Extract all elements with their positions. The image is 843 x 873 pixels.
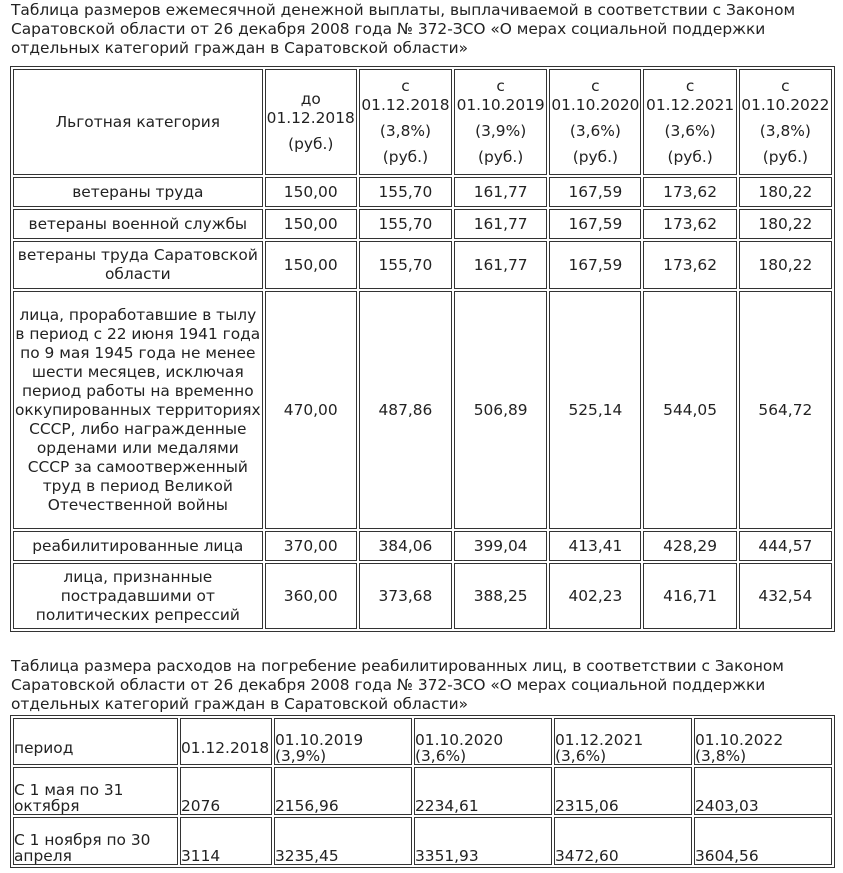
row-value: 180,22 — [739, 241, 832, 289]
row-value: 173,62 — [643, 241, 736, 289]
row-value: 2234,61 — [414, 767, 552, 815]
row-value: 360,00 — [265, 563, 357, 629]
header-col-0: до 01.12.2018 (руб.) — [265, 69, 357, 175]
row-value: 161,77 — [454, 209, 547, 239]
row-category: ветераны военной службы — [13, 209, 263, 239]
row-value: 3472,60 — [554, 817, 692, 865]
row-period: С 1 ноября по 30 апреля — [13, 817, 178, 865]
row-value: 2315,06 — [554, 767, 692, 815]
row-value: 3235,45 — [274, 817, 412, 865]
table-row — [13, 767, 832, 815]
row-value: 150,00 — [265, 241, 357, 289]
header-date: 01.10.2020 (3,6%) — [414, 718, 552, 765]
table1-caption: Таблица размеров ежемесячной денежной выплаты, выплачиваемой в соответствии с Законом Саратовской области от 26 декабря 2008 года № 372-ЗСО «О мерах социальной поддержки отдельных категорий граждан в Саратовской области» — [11, 1, 796, 57]
row-value: 384,06 — [359, 531, 452, 561]
row-value: 180,22 — [739, 177, 832, 207]
row-value: 413,41 — [549, 531, 641, 561]
row-value: 370,00 — [265, 531, 357, 561]
row-value: 432,54 — [739, 563, 832, 629]
row-value: 3114 — [180, 817, 272, 865]
row-category: реабилитированные лица — [13, 531, 263, 561]
row-value: 167,59 — [549, 241, 641, 289]
row-value: 428,29 — [643, 531, 736, 561]
header-col-3: с 01.10.2020 (3,6%) (руб.) — [549, 69, 641, 175]
burial-expenses-table — [10, 715, 835, 868]
table1-header-row — [13, 69, 832, 175]
table-row — [13, 241, 832, 289]
monthly-payment-table — [10, 66, 835, 632]
row-value: 3604,56 — [694, 817, 832, 865]
row-category: лица, проработавшие в тылу в период с 22 июня 1941 года по 9 мая 1945 года не менее шести месяцев, исключая период работы на временно оккупированных территориях СССР, либо награжденные орденами или медалями СССР за самоотверженный труд в период Великой Отечественной войны — [13, 291, 263, 529]
table-row — [13, 209, 832, 239]
row-value: 155,70 — [359, 209, 452, 239]
table-row — [13, 531, 832, 561]
row-value: 470,00 — [265, 291, 357, 529]
row-value: 173,62 — [643, 209, 736, 239]
header-category: Льготная категория — [13, 69, 263, 175]
row-value: 444,57 — [739, 531, 832, 561]
table2-header-row — [13, 718, 832, 765]
header-date: 01.10.2022 (3,8%) — [694, 718, 832, 765]
row-value: 155,70 — [359, 177, 452, 207]
row-value: 399,04 — [454, 531, 547, 561]
row-category: ветераны труда Саратовской области — [13, 241, 263, 289]
row-value: 525,14 — [549, 291, 641, 529]
row-period: С 1 мая по 31 октября — [13, 767, 178, 815]
table-row — [13, 177, 832, 207]
row-category: лица, признанные пострадавшими от политических репрессий — [13, 563, 263, 629]
row-value: 167,59 — [549, 177, 641, 207]
row-value: 388,25 — [454, 563, 547, 629]
table2-caption: Таблица размера расходов на погребение реабилитированных лиц, в соответствии с Законом Саратовской области от 26 декабря 2008 года № 372-ЗСО «О мерах социальной поддержки отдельных категорий граждан в Саратовской области» — [11, 657, 784, 713]
row-value: 416,71 — [643, 563, 736, 629]
row-value: 180,22 — [739, 209, 832, 239]
row-value: 564,72 — [739, 291, 832, 529]
row-value: 3351,93 — [414, 817, 552, 865]
header-date: 01.12.2021 (3,6%) — [554, 718, 692, 765]
row-value: 402,23 — [549, 563, 641, 629]
table-row — [13, 563, 832, 629]
header-period: период — [13, 718, 178, 765]
row-value: 150,00 — [265, 209, 357, 239]
header-col-4: с 01.12.2021 (3,6%) (руб.) — [643, 69, 736, 175]
row-value: 155,70 — [359, 241, 452, 289]
header-col-1: с 01.12.2018 (3,8%) (руб.) — [359, 69, 452, 175]
header-date: 01.10.2019 (3,9%) — [274, 718, 412, 765]
table-row — [13, 291, 832, 529]
header-date: 01.12.2018 — [180, 718, 272, 765]
row-value: 167,59 — [549, 209, 641, 239]
row-value: 173,62 — [643, 177, 736, 207]
row-value: 2403,03 — [694, 767, 832, 815]
row-value: 161,77 — [454, 177, 547, 207]
header-col-2: с 01.10.2019 (3,9%) (руб.) — [454, 69, 547, 175]
row-value: 161,77 — [454, 241, 547, 289]
row-value: 2156,96 — [274, 767, 412, 815]
row-category: ветераны труда — [13, 177, 263, 207]
row-value: 150,00 — [265, 177, 357, 207]
row-value: 487,86 — [359, 291, 452, 529]
row-value: 544,05 — [643, 291, 736, 529]
row-value: 373,68 — [359, 563, 452, 629]
header-col-5: с 01.10.2022 (3,8%) (руб.) — [739, 69, 832, 175]
table-row — [13, 817, 832, 865]
row-value: 2076 — [180, 767, 272, 815]
row-value: 506,89 — [454, 291, 547, 529]
